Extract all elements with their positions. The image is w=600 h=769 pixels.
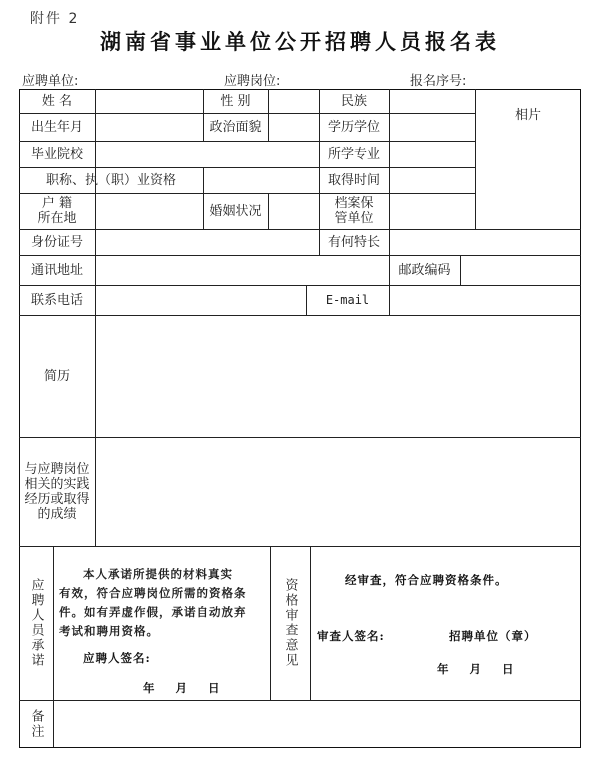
pledge-text-line: 有效，符合应聘岗位所需的资格条 (59, 586, 247, 600)
degree-label: 学历学位 (327, 119, 380, 135)
address-label: 通讯地址 (30, 262, 83, 278)
birth-label: 出生年月 (30, 119, 83, 135)
pledge-text-line: 本人承诺所提供的材料真实 (83, 567, 233, 581)
border-bottom (19, 747, 581, 748)
major-label: 所学专业 (327, 146, 380, 162)
attachment-label: 附件 2 (30, 11, 80, 27)
serial-number-label: 报名序号: (410, 74, 467, 89)
review-result-text: 经审查，符合应聘资格条件。 (345, 573, 508, 587)
school-label: 毕业院校 (30, 146, 83, 162)
political-status-label: 政治面貌 (209, 119, 262, 135)
col-divider (203, 167, 204, 193)
reviewer-signature-label: 审查人签名: (317, 629, 385, 643)
row-divider (19, 229, 581, 230)
pledge-text-line: 件。如有弄虚作假，承诺自动放弃 (59, 605, 247, 619)
row-divider (19, 700, 581, 701)
review-opinion-label: 资格审查意见 (282, 578, 298, 668)
name-label: 姓 名 (41, 93, 73, 109)
phone-label: 联系电话 (30, 292, 83, 308)
marital-status-label: 婚姻状况 (209, 203, 262, 219)
pledge-text-line: 考试和聘用资格。 (59, 624, 159, 638)
col-divider (53, 546, 54, 747)
pledge-text (59, 565, 267, 641)
col-divider (389, 89, 390, 255)
applied-unit-label: 应聘单位: (22, 74, 79, 89)
col-divider (389, 285, 390, 315)
applicant-signature-label: 应聘人签名: (83, 651, 151, 665)
registration-form-table (19, 89, 581, 748)
resume-label: 简历 (43, 368, 70, 384)
applicant-date: 年 月 日 (143, 681, 221, 695)
col-divider (95, 89, 96, 229)
remarks-label: 备注 (28, 708, 44, 739)
col-divider (95, 315, 96, 546)
recruiting-unit-seal-label: 招聘单位（章） (449, 629, 537, 643)
row-divider (19, 285, 581, 286)
ethnicity-label: 民族 (340, 93, 367, 109)
pledge-label: 应聘人员承诺 (28, 578, 44, 668)
gender-label: 性 别 (220, 93, 251, 109)
col-divider (268, 193, 269, 229)
hukou-label: 户 籍 所在地 (37, 196, 77, 226)
row-divider (19, 315, 581, 316)
obtained-time-label: 取得时间 (327, 172, 380, 188)
form-title: 湖南省事业单位公开招聘人员报名表 (100, 30, 500, 54)
border-right (580, 89, 581, 748)
col-divider (460, 255, 461, 285)
review-date: 年 月 日 (437, 662, 515, 676)
col-divider (95, 229, 96, 315)
photo-label: 相片 (514, 107, 541, 123)
email-label: E-mail (325, 292, 370, 307)
postcode-label: 邮政编码 (398, 262, 451, 278)
applied-position-label: 应聘岗位: (224, 74, 281, 89)
row-divider (19, 255, 581, 256)
col-divider (310, 546, 311, 700)
specialty-label: 有何特长 (327, 234, 380, 250)
col-divider (268, 89, 269, 141)
archive-unit-label: 档案保 管单位 (334, 196, 374, 226)
title-qualification-label: 职称、执（职）业资格 (45, 172, 176, 188)
row-divider (19, 437, 581, 438)
experience-label: 与应聘岗位 相关的实践 经历或取得 的成绩 (24, 461, 90, 522)
id-number-label: 身份证号 (30, 234, 83, 250)
